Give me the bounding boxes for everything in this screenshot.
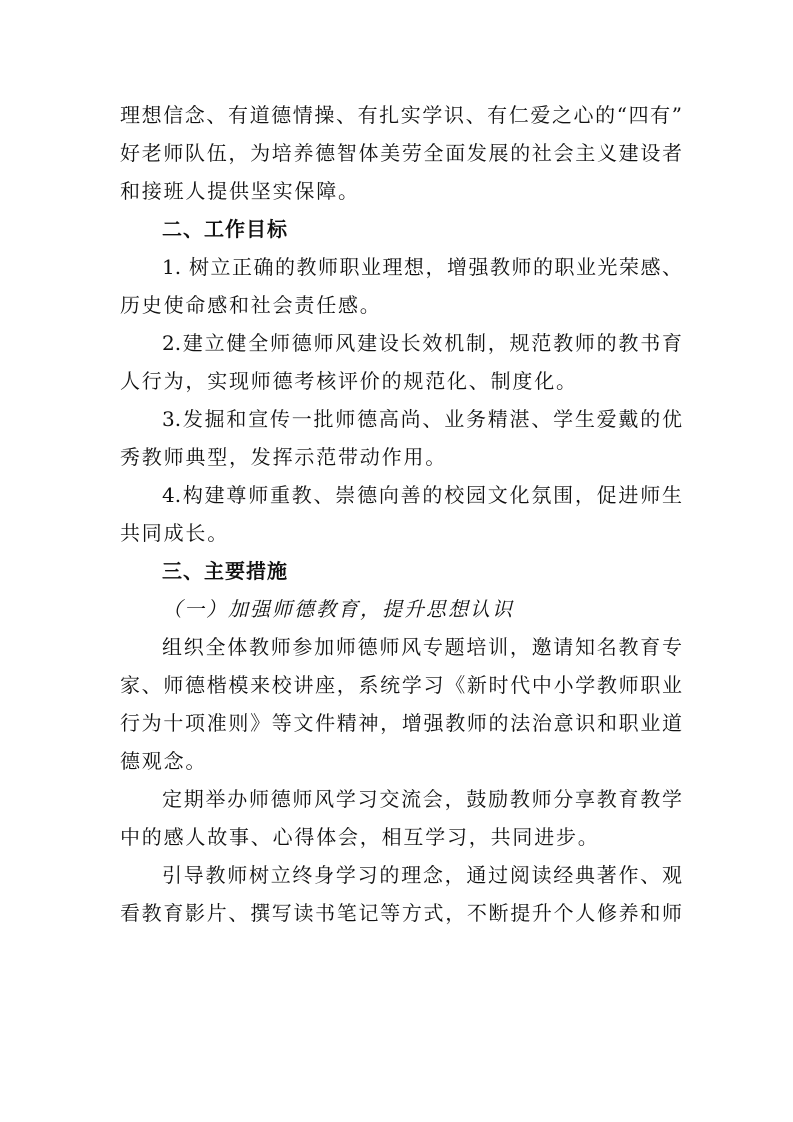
body-line: 理想信念、有道德情操、有扎实学识、有仁爱之心的“四有” xyxy=(120,103,682,127)
paragraph-start: 引导教师树立终身学习的理念，通过阅读经典著作、观 xyxy=(162,863,682,887)
goal-item-3: 3.发掘和宣传一批师德高尚、业务精湛、学生爱戴的优 xyxy=(162,407,682,431)
body-line: 好老师队伍，为培养德智体美劳全面发展的社会主义建设者 xyxy=(120,141,682,165)
body-line: 中的感人故事、心得体会，相互学习，共同进步。 xyxy=(120,825,600,849)
paragraph-start: 定期举办师德师风学习交流会，鼓励教师分享教育教学 xyxy=(162,787,682,811)
section-heading-main-measures: 三、主要措施 xyxy=(162,559,288,583)
paragraph-start: 组织全体教师参加师德师风专题培训，邀请知名教育专 xyxy=(162,635,682,659)
body-line: 共同成长。 xyxy=(120,521,229,545)
body-line: 秀教师典型，发挥示范带动作用。 xyxy=(120,445,447,469)
document-page xyxy=(120,96,682,932)
goal-item-2: 2.建立健全师德师风建设长效机制，规范教师的教书育 xyxy=(162,331,682,355)
body-line: 历史使命感和社会责任感。 xyxy=(120,293,382,317)
body-line: 德观念。 xyxy=(120,749,208,773)
body-line: 和接班人提供坚实保障。 xyxy=(120,179,360,203)
goal-item-4: 4.构建尊师重教、崇德向善的校园文化氛围，促进师生 xyxy=(162,483,682,507)
section-heading-work-goals: 二、工作目标 xyxy=(162,217,288,241)
subsection-heading: （一）加强师德教育，提升思想认识 xyxy=(162,597,514,621)
body-line: 行为十项准则》等文件精神，增强教师的法治意识和职业道 xyxy=(120,711,682,735)
body-line: 看教育影片、撰写读书笔记等方式，不断提升个人修养和师 xyxy=(120,901,682,925)
body-line: 家、师德楷模来校讲座，系统学习《新时代中小学教师职业 xyxy=(120,673,682,697)
body-line: 人行为，实现师德考核评价的规范化、制度化。 xyxy=(120,369,578,393)
goal-item-1: 1. 树立正确的教师职业理想，增强教师的职业光荣感、 xyxy=(162,255,682,279)
